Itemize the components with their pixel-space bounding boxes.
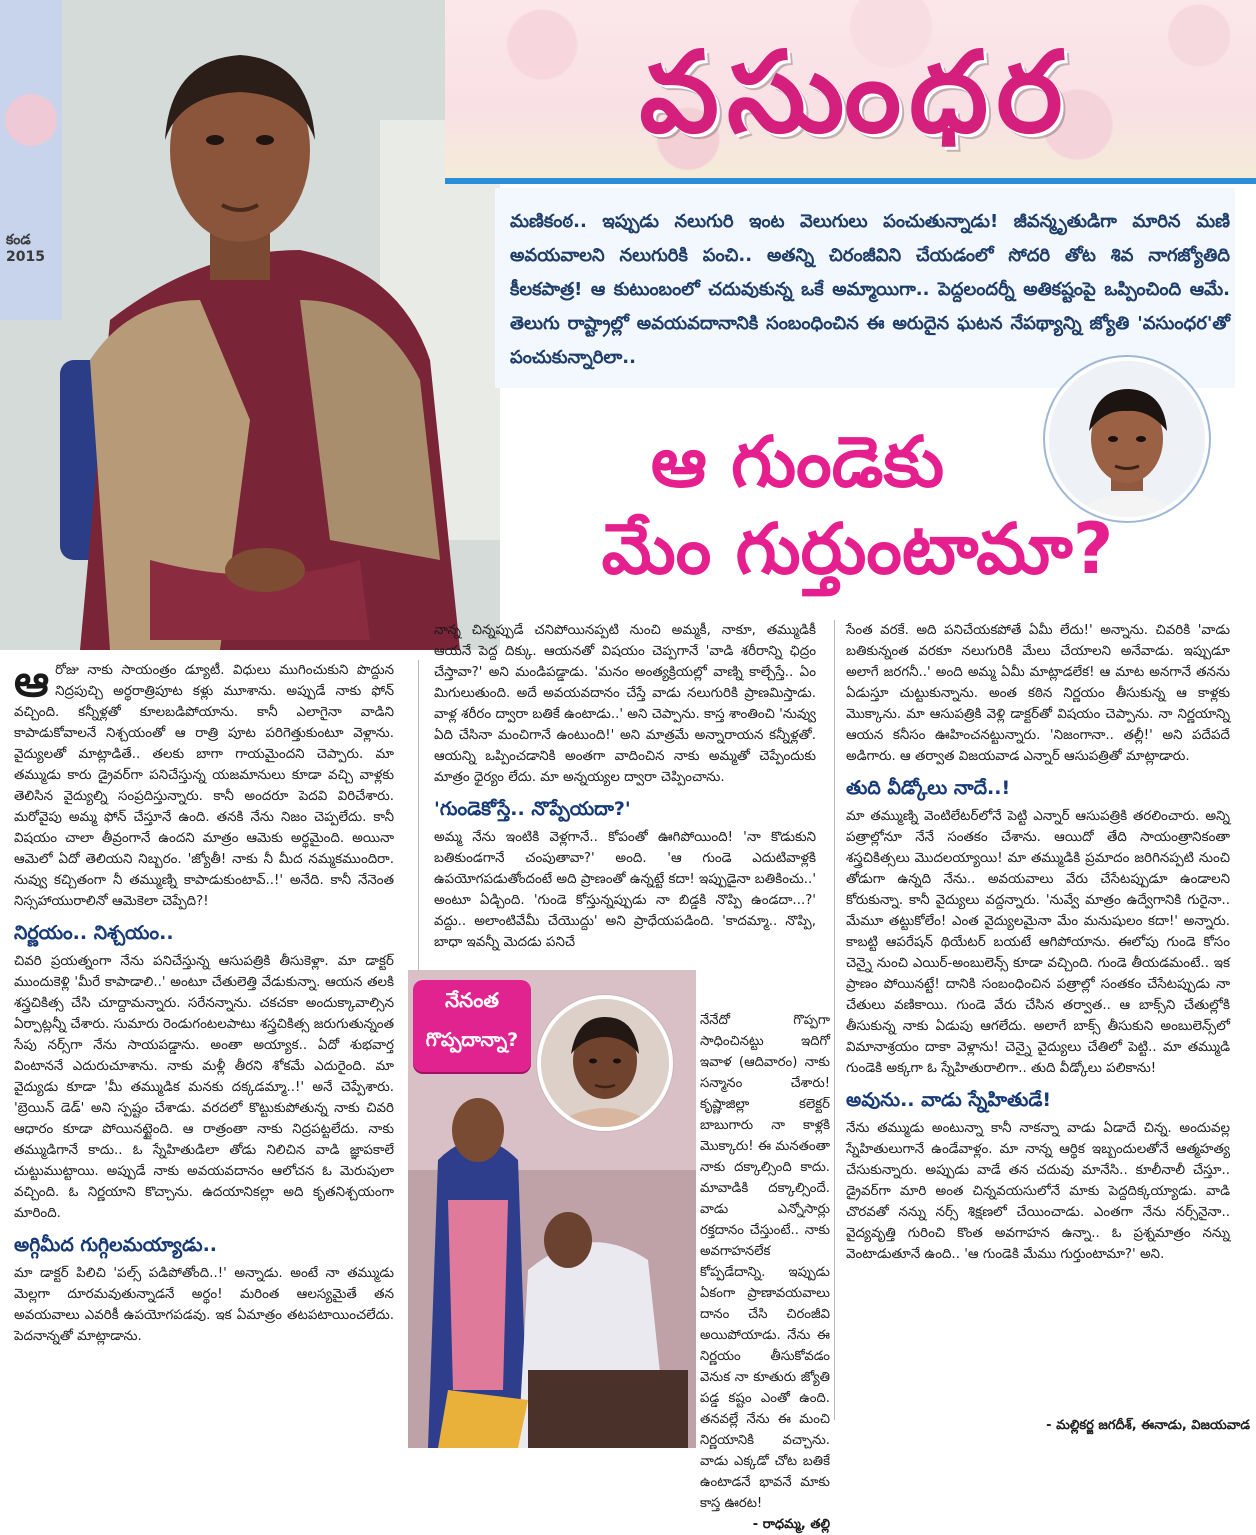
intro-text: మణికంఠ.. ఇప్పుడు నలుగురి ఇంట వెలుగులు పంచుతున్నాడు! జీవన్మృతుడిగా మారిన మణి అవయవాలని నలుగురికి పంచి.. అతన్ని చిరంజీవిని చేయడంలో సోదరి తోట శివ నాగజ్యోతిది కీలకపాత్ర! ఆ కుటుంబంలో చదువుకున్న ఒకే అమ్మాయిగా.. పెద్దలందర్నీ అతికష్టంపై ఒప్పించింది ఆమే. తెలుగు రాష్ట్రాల్లో అవయవదానానికి సంబంధించిన ఈ అరుదైన ఘటన నేపథ్యాన్ని జ్యోతి 'వసుంధర'తో పంచుకున్నారిలా.. — [510, 211, 1230, 368]
mother-portrait — [537, 995, 673, 1131]
headline — [505, 420, 1210, 594]
article-column-1 — [14, 656, 394, 1347]
masthead — [445, 0, 1256, 184]
tag-line-1: నేనంత — [445, 988, 499, 1012]
article-column-2 — [434, 620, 816, 953]
paragraph: మా డాక్టర్ పిలిచి 'పల్స్ పడిపోతోంది..!' అన్నాడు. అంటే నా తమ్ముడు మెల్లగా దూరమవుతున్నాడనే అర్థం! మరింత ఆలస్యమైతే తన అవయవాలు ఎవరికీ ఉపయోగపడవు. ఇక ఏమాత్రం తటపటాయించలేదు. పెదనాన్నతో మాట్లాడాను. — [14, 1266, 394, 1344]
paragraph: చివరి ప్రయత్నంగా నేను పనిచేస్తున్న ఆసుపత్రికి తీసుకెళ్లా. మా డాక్టర్ ముందుకెళ్లి 'మీరే కాపాడాలి..' అంటూ చేతులెత్తి వేడుకున్నా. ఆయన తలకి శస్త్రచికిత్స చేసి చూద్దామన్నారు. సరేనన్నాను. చకచకా అందుక్కావాల్సిన ఏర్పాట్లన్నీ చేశారు. సుమారు రెండుగంటలపాటు శస్త్రచికిత్స జరుగుతున్నంత సేపు నర్స్‌గా నేను సాయపడ్డాను. అంతా అయ్యాక.. ఏదో శుభవార్త వింటాననే ఎదురుచూశాను. నాకు మళ్లీ తీరని శోకమే ఎదురైంది. మా వైద్యుడు కూడా 'మీ తమ్ముడిక మనకు దక్కడమ్మా..!' అనే చెప్పేశారు. 'బ్రెయిన్ డెడ్' అని స్పష్టం చేశాడు. వరదలో కొట్టుకుపోతున్న నాకు చివరి ఆధారం కూడా పోయినట్టైంది. ఆ రాత్రంతా నాకు నిద్రపట్టలేదు. నాకు తమ్ముడిగానే కాదు.. ఓ స్నేహితుడిలా తోడు నిలిచిన వాడి జ్ఞాపకాలే చుట్టుముట్టాయి. అప్పుడే నాకు అవయవదానం ఆలోచన ఓ మెరుపులా వచ్చింది. ఓ నిర్ణయాని కొచ్చాను. ఉదయానికల్లా అది కృతనిశ్చయంగా మారింది. — [14, 954, 394, 1221]
mother-quote-column — [700, 1010, 830, 1535]
column-divider — [834, 620, 835, 1420]
main-photo — [0, 0, 500, 650]
paragraph: నేను తమ్ముడు అంటున్నా కానీ నాకన్నా వాడు ఏడాదే చిన్న. అందువల్ల స్నేహితులుగానే ఉండేవాళ్లం. మా నాన్న ఆర్థిక ఇబ్బందులతోనే ఆత్మహత్య చేసుకున్నారు. అప్పుడు వాడే తన చదువు మానేసి.. కూలీనాలీ చేస్తూ.. డ్రైవర్‌గా మారి అంత చిన్నవయసులోనే మాకు పెద్దదిక్కయ్యాడు. వాడి చొరవతో నన్ను నర్స్ శిక్షణలో చేయించాడు. ఎంతగా నేను నర్స్‌నైనా.. వైద్యవృత్తి గురించి కొంత అవగాహన ఉన్నా.. ఓ ప్రశ్నమాత్రం నన్ను వెంటాడుతూనే ఉంది.. 'ఆ గుండెకి మేము గుర్తుంటామా?' అని. — [846, 1121, 1230, 1262]
subheading: తుది వీడ్కోలు నాదే..! — [846, 777, 1011, 799]
quote-signature: - రాధమ్మ, తల్లి — [752, 1517, 830, 1532]
tag-line-2: గొప్పదాన్నా? — [425, 1029, 519, 1051]
headline-line-2: మేం గుర్తుంటామా? — [601, 508, 1114, 590]
subheading: 'గుండెకోస్తే.. నొప్పేయదా?' — [434, 798, 631, 820]
masthead-title: వసుంధర — [639, 28, 1071, 158]
woman-face-illustration — [541, 999, 669, 1127]
woman-portrait-illustration — [0, 0, 500, 650]
headline-line-1: ఆ గుండెకు — [650, 421, 945, 503]
subheading: అవును.. వాడు స్నేహితుడే! — [846, 1089, 1052, 1111]
article-column-3 — [846, 620, 1230, 1265]
paragraph: నాన్న చిన్నప్పుడే చనిపోయినప్పటి నుంచి అమ్మకీ, నాకూ, తమ్ముడికీ ఆయనే పెద్ద దిక్కు. ఆయనతో విషయం చెప్పగానే 'వాడి శరీరాన్ని ఛిద్రం చేస్తావా?' అని మండిపడ్డాడు. 'మనం అంత్యక్రియల్లో వాణ్ని కాల్చేస్తే.. ఏం మిగులుతుంది. అదే అవయవదానం చేస్తే వాడు నలుగురికి ప్రాణమిస్తాడు. వాళ్ల శరీరం ద్వారా బతికే ఉంటాడు..' అని చెప్పాను. కాస్త శాంతించి 'నువ్వు ఏది చేసినా మంచిగానే ఉంటుంది!' అని మాత్రమే అన్నారాయన కన్నీళ్లతో. ఆయన్ని ఒప్పించడానికి అంతగా వాదించిన నాకు అమ్మతో చెప్పేందుకు మాత్రం ధైర్యం లేదు. మా అన్నయ్యల ద్వారా చెప్పించాను. — [434, 623, 816, 785]
author-byline: - మల్లికర్జ జగదీశ్, ఈనాడు, విజయవాడ — [1046, 1418, 1250, 1433]
paragraph: మా తమ్ముణ్ని వెంటిలేటర్‌లోనే పెట్టి ఎన్నార్ ఆసుపత్రికి తరలించారు. అన్ని పత్రాల్లోనూ నేనే సంతకం చేశాను. ఆయిదో తేది సాయంత్రానికంతా శస్త్రచికిత్సలు మొదలయ్యాయి! మా తమ్ముడికి ప్రమాదం జరిగినప్పటి నుంచి తోడుగా ఉన్నది నేను.. అవయవాలు వేరు చేసేటప్పుడూ ఉండాలని కోరుకున్నా. కానీ వైద్యులు వద్దన్నారు. 'నువ్వే మాత్రం ఉద్వేగానికి గురైనా.. మేమూ తట్టుకోలేం! ఎంత వైద్యులమైనా మేం మనుషులం కదా!' అన్నారు. కాబట్టి ఆపరేషన్ థియేటర్ బయటే ఆగిపోయాను. ఈలోపు గుండె కోసం చెన్నై నుంచి ఎయిర్-అంబులెన్స్ కూడా వచ్చింది. గుండె తీయడమంటే.. ఇక ప్రాణం పోయినట్టే! దానికి సంబంధించిన పత్రాల్లో సంతకం చేసేటప్పుడు నా చేతులు వణికాయి. గుండె వేరు చేసిన తర్వాత.. ఆ బాక్స్‌ని చేతుల్లోకి తీసుకున్న నాకు ఏడుపు ఆగలేదు. అలాగే బాక్స్ తీసుకుని అంబులెన్స్‌లో విమానాశ్రయం దాకా వెళ్లాను! చెన్నై వైద్యులు చేతిలో పెట్టి.. మా తమ్ముడి గుండెకి అక్కగా ఓ స్నేహితురాలిగా.. తుది వీడ్కోలు పలికాను! — [846, 809, 1230, 1076]
subheading: నిర్ణయం.. నిశ్చయం.. — [14, 922, 174, 944]
paragraph: రోజు నాకు సాయంత్రం డ్యూటీ. విధులు ముగించుకుని పొద్దున నిద్రపుచ్చి అర్థరాత్రిపూట కళ్లు మూశాను. అప్పుడే నాకు ఫోన్ వచ్చింది. కన్నీళ్లతో కూలబడిపోయాను. కానీ ఎలాగైనా వాడిని కాపాడుకోవాలనే నిశ్చయంతో ఆ రాత్రి పూట పరిగెత్తుకుంటూ వెళ్లాను. వైద్యులతో మాట్లాడితే.. తలకు బాగా గాయమైందని చెప్పారు. మా తమ్ముడు కారు డ్రైవర్‌గా పనిచేస్తున్న యజమానులు కూడా వచ్చి వాళ్లకు తెలిసిన వైద్యుల్ని సంప్రదిస్తున్నారు. కానీ అందరూ పెదవి విరిచేశారు. మరోవైపు అమ్మ ఫోన్ చేస్తూనే ఉంది. తనకి నేను నిజం చెప్పలేదు. కానీ విషయం చాలా తీవ్రంగానే ఉందని మాత్రం ఆమెకు అర్థమైంది. అయినా ఆమెలో ఏదో తెలియని నిబ్బరం. 'జ్యోతీ! నాకు నీ మీద నమ్మకముందిరా. నువ్వు కచ్చితంగా నీ తమ్ముణ్ని కాపాడుకుంటావ్..!' అనేది. కానీ నేనెంత నిస్సహాయురాలినో ఆమెకెలా చెప్పేది?! — [14, 663, 394, 909]
mother-quote-tag — [413, 980, 531, 1072]
dropcap: ఆ — [14, 656, 50, 707]
paragraph: అమ్మ నేను ఇంటికి వెళ్లగానే.. కోపంతో ఊగిపోయింది! 'నా కొడుకుని బతికుండగానే చంపుతావా?' అంది. 'ఆ గుండె ఎదుటివాళ్లకి ఉపయోగపడుతోందంటే అది ప్రాణంతో ఉన్నట్టే కదా! ఇప్పుడైనా బతికించు..' అంటూ ఏడ్చింది. 'గుండె కోస్తున్నప్పుడు నా బిడ్డకి నొప్పి ఉండదా...?' వద్దు.. అలాంటివేమీ చేయొద్దు' అని ప్రాధేయపడింది. 'కాదమ్మా.. నొప్పి, బాధా ఇవన్నీ మెదడు పనిచే — [434, 830, 816, 950]
photo-banner-text: కండ 2015 — [6, 232, 45, 265]
paragraph: సేంత వరకే. అది పనిచేయకపోతే ఏమీ లేదు!' అన్నాను. చివరికి 'వాడు బతికున్నంత వరకూ నలుగురికి మేలు చేయాలని అనేవాడు. ఇప్పుడూ అలాగే జరగనీ..' అంది అమ్మ ఏమీ మాట్లాడలేక! ఆ మాట అనగానే తనను ఏడుస్తూ చుట్టుకున్నాను. అంత కఠిన నిర్ణయం తీసుకున్న ఆ కాళ్లకు మొక్కాను. మా ఆసుపత్రికి వెళ్లి డాక్టర్‌తో విషయం చెప్పాను. నా నిర్ణయాన్ని ఆయన కనీసం ఊహించనట్టున్నారు. 'నిజంగానా.. తల్లీ!' అని పదేపదే అడిగారు. ఆ తర్వాత విజయవాడ ఎన్నార్ ఆసుపత్రితో మాట్లాడారు. — [846, 623, 1230, 764]
paragraph: నేనేదో గొప్పగా సాధించినట్టు ఇదిగో ఇవాళ (ఆదివారం) నాకు సన్మానం చేశారు! కృష్ణాజిల్లా కలెక్టర్ బాబుగారు నా కాళ్లకి మొక్కారు! ఈ మనతంతా నాకు దక్కాల్సింది కాదు. మావాడికి దక్కాల్సిందే. వాడు ఎన్నోసార్లు రక్తదానం చేస్తుంటే.. నాకు అవగాహనలేక కోప్పడేదాన్ని. ఇప్పుడు ఏకంగా ప్రాణావయవాలు దానం చేసి చిరంజీవి అయిపోయాడు. నేను ఈ నిర్ణయం తీసుకోవడం వెనుక నా కూతురు జ్యోతి పడ్డ కష్టం ఎంతో ఉంది. తనవల్లే నేను ఈ మంచి నిర్ణయానికి వచ్చాను. వాడు ఎక్కడో చోట బతికే ఉంటాడనే భావనే మాకు కాస్త ఊరట! — [700, 1013, 830, 1511]
subheading: అగ్గిమీద గుగ్గిలమయ్యాడు.. — [14, 1234, 218, 1256]
